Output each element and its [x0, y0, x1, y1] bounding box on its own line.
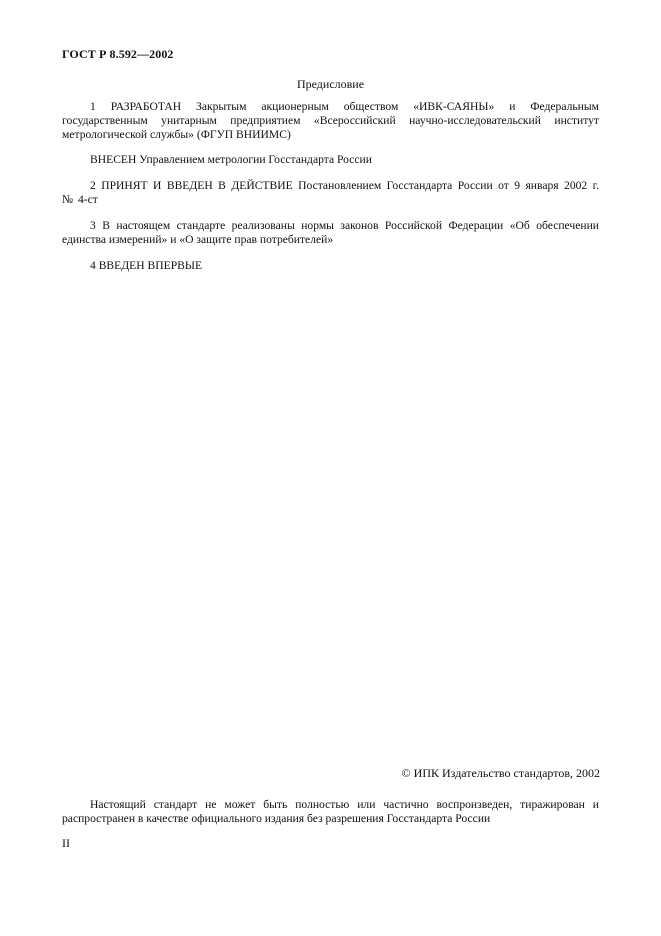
- foreword-title: Предисловие: [296, 77, 365, 91]
- copyright-notice: © ИПК Издательство стандартов, 2002: [401, 766, 600, 780]
- foreword-item-developed: 1 РАЗРАБОТАН Закрытым акционерным обществом «ИВК-САЯНЫ» и Федеральным государственным унитарным предприятием «Всероссийский научно-исследовательский институт метрологической службы» (ФГУП ВНИИМС): [62, 100, 599, 141]
- foreword-item-first-edition: 4 ВВЕДЕН ВПЕРВЫЕ: [90, 259, 203, 272]
- foreword-item-adopted: 2 ПРИНЯТ И ВВЕДЕН В ДЕЙСТВИЕ Постановлением Госстандарта России от 9 января 2002 г. № 4-ст: [62, 179, 599, 206]
- standard-designation: ГОСТ Р 8.592—2002: [62, 47, 174, 61]
- page-number: II: [62, 836, 70, 850]
- foreword-item-laws: 3 В настоящем стандарте реализованы нормы законов Российской Федерации «Об обеспечении единства измерений» и «О защите прав потребителей»: [62, 219, 599, 246]
- foreword-item-introduced: ВНЕСЕН Управлением метрологии Госстандарта России: [90, 153, 372, 166]
- reproduction-notice: Настоящий стандарт не может быть полностью или частично воспроизведен, тиражирован и распространен в качестве официального издания без разрешения Госстандарта России: [62, 798, 599, 825]
